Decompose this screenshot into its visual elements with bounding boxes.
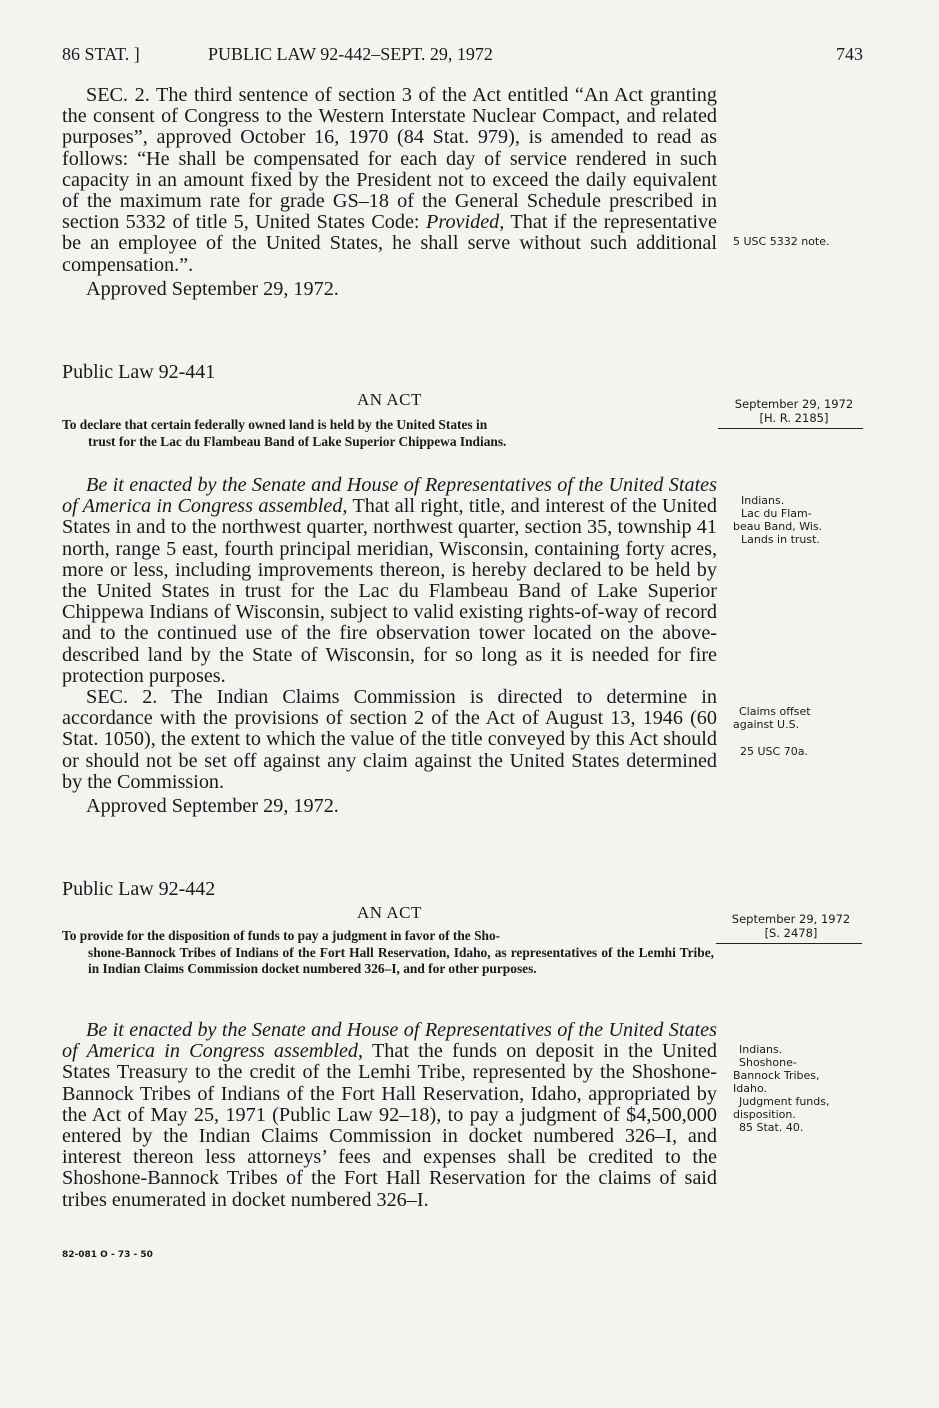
section-2-paragraph: SEC. 2. The third sentence of section 3 of the Act entitled “An Act granting the consent of Congress to the Western Interstate Nuclear Compact, and related purposes”, approved October 16, 1970 (84 Stat. 979), is amended to read as follows: “He shall be compensated for each day of service rendered in such capacity in an amount fixed by the President not to exceed the daily equivalent of the maximum rate for grade GS–18 of the General Schedule prescribed in section 5332 of title 5, United States Code: Provided, That if the representative be an employee of the United States, he shall serve without such additional compensation.”. [62, 84, 717, 276]
print-code: 82-081 O - 73 - 50 [62, 1250, 153, 1260]
law-heading-92-442: Public Law 92-442 [62, 878, 216, 900]
margin-note-claims: Claims offset against U.S. [733, 705, 811, 731]
enacting-clause: Be it enacted by the Senate and House of Representatives of the United States of America in Congress assembled, [62, 1019, 717, 1063]
section-1-paragraph: Be it enacted by the Senate and House of Representatives of the United States of America in Congress assembled, That all right, title, and interest of the United States in and to the northwest quarter, northwest quarter, section 35, township 41 north, range 5 east, fourth principal meridian, Wisconsin, containing forty acres, more or less, including improvements thereon, is hereby declared to be held by the United States in trust for the Lac du Flambeau Band of Lake Superior Chippewa Indians of Wisconsin, subject to valid existing rights-of-way of record and to the continued use of the fire observation tower located on the above-described land by the State of Wisconsin, for so long as it is needed for fire protection purposes. [62, 474, 717, 687]
enacting-clause: Be it enacted by the Senate and House of Representatives of the United States of America in Congress assembled, [62, 474, 717, 518]
margin-note-usc-70a: 25 USC 70a. [740, 745, 808, 758]
running-head-title: PUBLIC LAW 92-442–SEPT. 29, 1972 [208, 44, 493, 64]
law-92-441-body [62, 475, 717, 817]
bill-number: [H. R. 2185] [759, 411, 829, 425]
section-1-paragraph: Be it enacted by the Senate and House of Representatives of the United States of America in Congress assembled, That the funds on deposit in the United States Treasury to the credit of the Lemhi Tribe, represented by the Shoshone-Bannock Tribes of Indians of the Fort Hall Reservation, Idaho, appropriated by the Act of May 25, 1971 (Public Law 92–18), to pay a judgment of $4,500,000 entered by the Indian Claims Commission in docket numbered 326–I, and interest thereon less attorneys’ fees and expenses shall be credited to the Shoshone-Bannock Tribes of the Fort Hall Reservation for the claims of said tribes enumerated in docket numbered 326–I. [62, 1019, 717, 1211]
margin-rule [718, 428, 863, 429]
margin-note-shoshone: Indians. Shoshone- Bannock Tribes, Idaho. Judgment funds, disposition. 85 Stat. 40. [733, 1043, 830, 1134]
enactment-date: September 29, 1972 [734, 397, 854, 411]
approval-line: Approved September 29, 1972. [86, 795, 339, 818]
margin-note-indians: Indians. Lac du Flam- beau Band, Wis. Lands in trust. [733, 494, 823, 546]
margin-note-usc: 5 USC 5332 note. [733, 235, 830, 248]
act-purpose: To provide for the disposition of funds to pay a judgment in favor of the Sho- shone-Bannock Tribes of Indians of the Fort Hall Reservation, Idaho, as representatives of the Lemhi Tribe, in Indian Claims Commission docket numbered 326–I, and for other purposes. [62, 928, 714, 976]
page-number: 743 [836, 44, 863, 64]
bill-number: [S. 2478] [764, 926, 818, 940]
law-heading-92-441: Public Law 92-441 [62, 361, 216, 383]
law-92-442-body [62, 1020, 717, 1211]
an-act-label: AN ACT [357, 903, 422, 922]
approval-line: Approved September 29, 1972. [86, 277, 339, 300]
section-2-paragraph: SEC. 2. The Indian Claims Commission is directed to determine in accordance with the provisions of section 2 of the Act of August 13, 1946 (60 Stat. 1050), the extent to which the value of the title conveyed by this Act should or should not be set off against any claim against the United States determined by the Commission. [62, 686, 717, 793]
running-head-stat: 86 STAT. ] [62, 44, 140, 64]
an-act-label: AN ACT [357, 390, 422, 409]
section-2-prior-law [62, 85, 717, 300]
enactment-date: September 29, 1972 [731, 912, 851, 926]
section-label: SEC. 2. [86, 84, 150, 106]
act-purpose: To declare that certain federally owned land is held by the United States in trust for the Lac du Flambeau Band of Lake Superior Chippewa Indians. [62, 417, 507, 449]
margin-rule [716, 943, 862, 944]
section-label: SEC. 2. [86, 686, 158, 709]
